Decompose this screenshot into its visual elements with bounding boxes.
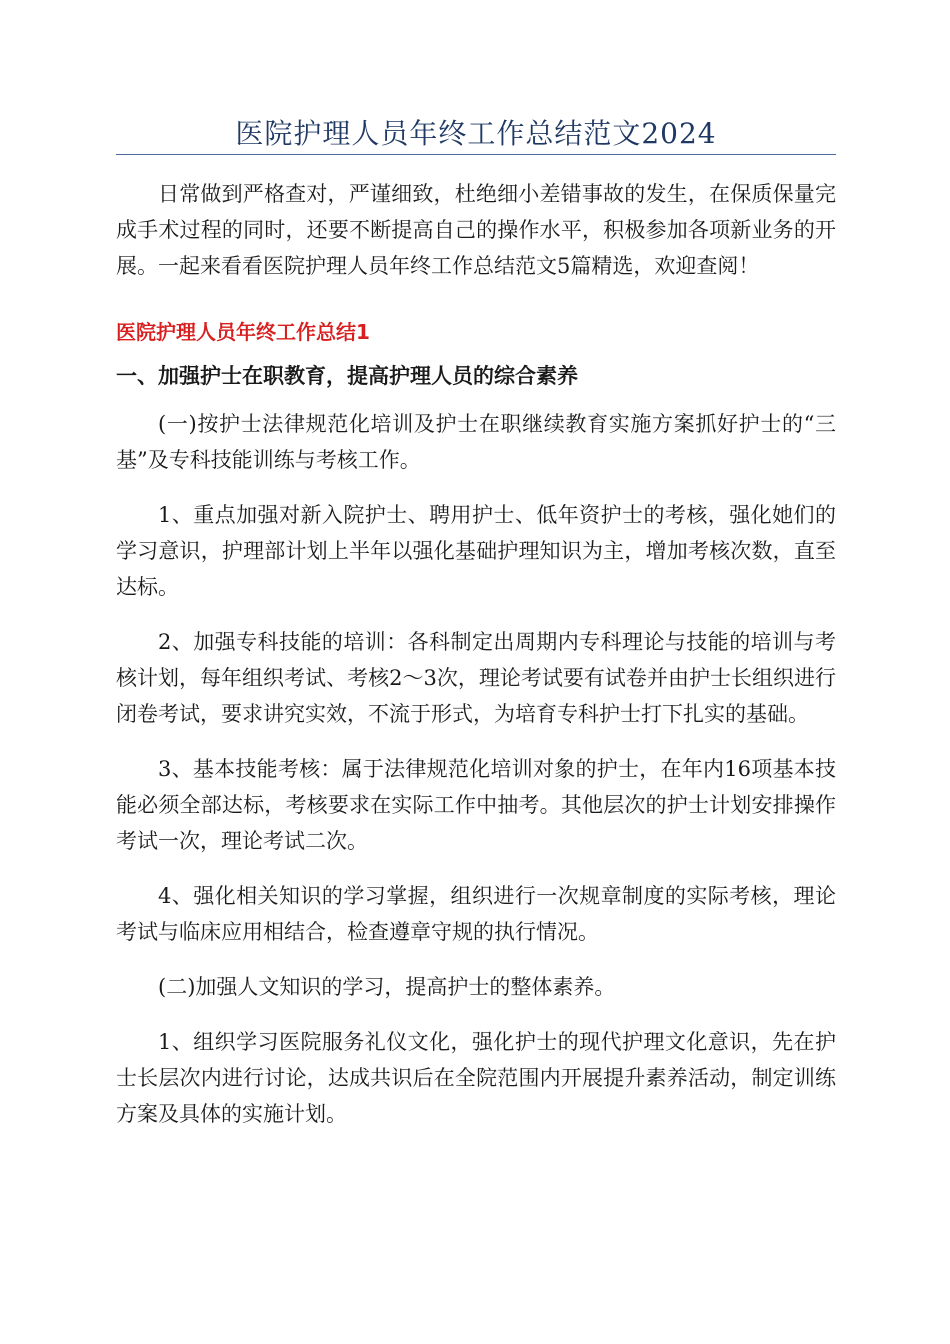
- body-paragraph: 4、强化相关知识的学习掌握，组织进行一次规章制度的实际考核，理论考试与临床应用相结合，检查遵章守规的执行情况。: [116, 884, 836, 944]
- document-title: 医院护理人员年终工作总结范文2024: [235, 117, 717, 150]
- body-paragraph: 3、基本技能考核：属于法律规范化培训对象的护士，在年内16项基本技能必须全部达标，考核要求在实际工作中抽考。其他层次的护士计划安排操作考试一次，理论考试二次。: [116, 757, 836, 853]
- body-paragraph: 1、组织学习医院服务礼仪文化，强化护士的现代护理文化意识，先在护士长层次内进行讨论，达成共识后在全院范围内开展提升素养活动，制定训练方案及具体的实施计划。: [116, 1030, 836, 1126]
- body-paragraph: 2、加强专科技能的培训：各科制定出周期内专科理论与技能的培训与考核计划，每年组织考试、考核2～3次，理论考试要有试卷并由护士长组织进行闭卷考试，要求讲究实效，不流于形式，为培育专科护士打下扎实的基础。: [116, 630, 836, 726]
- body-paragraph: (一)按护士法律规范化培训及护士在职继续教育实施方案抓好护士的“三基”及专科技能训练与考核工作。: [116, 412, 836, 472]
- document-body: [116, 176, 836, 1151]
- title-underline: [116, 154, 836, 155]
- intro-paragraph: 日常做到严格查对，严谨细致，杜绝细小差错事故的发生，在保质保量完成手术过程的同时，还要不断提高自己的操作水平，积极参加各项新业务的开展。一起来看看医院护理人员年终工作总结范文5篇精选，欢迎查阅！: [116, 182, 836, 278]
- body-paragraph: (二)加强人文知识的学习，提高护士的整体素养。: [158, 975, 616, 999]
- section-heading: 医院护理人员年终工作总结1: [116, 320, 370, 344]
- body-paragraph: 1、重点加强对新入院护士、聘用护士、低年资护士的考核，强化她们的学习意识，护理部计划上半年以强化基础护理知识为主，增加考核次数，直至达标。: [116, 503, 836, 599]
- subsection-heading: 一、加强护士在职教育，提高护理人员的综合素养: [116, 363, 578, 388]
